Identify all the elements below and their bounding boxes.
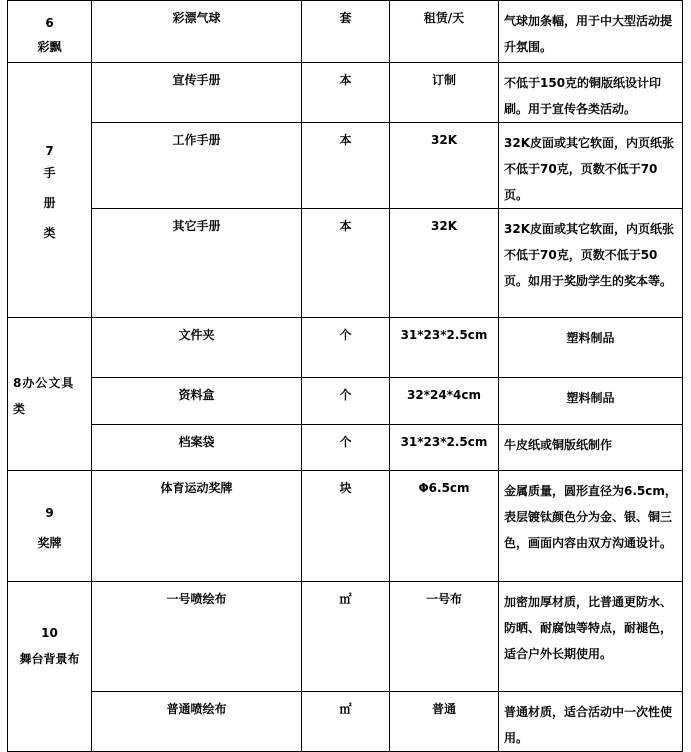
- category-label: 类: [13, 402, 26, 416]
- table-row: [8, 378, 683, 425]
- category-number: 7: [45, 144, 54, 158]
- item-name: 体育运动奖牌: [92, 471, 302, 582]
- spec: 一号布: [390, 582, 499, 692]
- unit: 套: [302, 1, 390, 63]
- category-cell: [8, 1, 92, 63]
- item-name: 工作手册: [92, 123, 302, 209]
- category-number: 9: [45, 506, 54, 520]
- description: 32K皮面或其它软面，内页纸张不低于70克，页数不低于50页。如用于奖励学生的奖本等。: [499, 209, 683, 318]
- spec: 32*24*4cm: [390, 378, 499, 425]
- unit: 个: [302, 318, 390, 378]
- item-name: 档案袋: [92, 425, 302, 471]
- table-row: [8, 1, 683, 63]
- description: 金属质量，圆形直径为6.5cm，表层镀钛颜色分为金、银、铜三色，画面内容由双方沟通设计。: [499, 471, 683, 582]
- category-number: 10: [41, 626, 58, 640]
- description: 32K皮面或其它软面，内页纸张不低于70克，页数不低于70页。: [499, 123, 683, 209]
- product-spec-table: [7, 0, 683, 752]
- spec: 31*23*2.5cm: [390, 318, 499, 378]
- description: 塑料制品: [499, 318, 683, 378]
- category-cell: [8, 318, 92, 471]
- unit: ㎡: [302, 692, 390, 752]
- spec: 32K: [390, 123, 499, 209]
- unit: 个: [302, 378, 390, 425]
- unit: ㎡: [302, 582, 390, 692]
- category-cell: [8, 582, 92, 752]
- description: 牛皮纸或铜版纸制作: [499, 425, 683, 471]
- category-char: 册: [43, 196, 56, 210]
- description: 塑料制品: [499, 378, 683, 425]
- unit: 个: [302, 425, 390, 471]
- item-name: 普通喷绘布: [92, 692, 302, 752]
- table-row: [8, 318, 683, 378]
- item-name: 资料盒: [92, 378, 302, 425]
- category-label: 8办公文具: [13, 376, 75, 390]
- item-name: 彩漂气球: [92, 1, 302, 63]
- category-cell: [8, 471, 92, 582]
- spec: 31*23*2.5cm: [390, 425, 499, 471]
- table-row: [8, 692, 683, 752]
- spec: 32K: [390, 209, 499, 318]
- item-name: 其它手册: [92, 209, 302, 318]
- table-row: [8, 209, 683, 318]
- category-char: 手: [43, 166, 56, 180]
- category-cell: [8, 63, 92, 318]
- spec: 租赁/天: [390, 1, 499, 63]
- spec: 订制: [390, 63, 499, 123]
- unit: 本: [302, 209, 390, 318]
- table-row: [8, 582, 683, 692]
- description: 普通材质，适合活动中一次性使用。: [499, 692, 683, 752]
- category-name: 舞台背景布: [19, 652, 80, 666]
- item-name: 文件夹: [92, 318, 302, 378]
- category-name: 彩飘: [37, 40, 62, 54]
- unit: 本: [302, 63, 390, 123]
- spec: 普通: [390, 692, 499, 752]
- category-name: 奖牌: [37, 536, 62, 550]
- category-char: 类: [43, 226, 56, 240]
- category-number: 6: [45, 16, 54, 30]
- table-row: [8, 471, 683, 582]
- table-row: [8, 123, 683, 209]
- unit: 本: [302, 123, 390, 209]
- table-row: [8, 425, 683, 471]
- description: 不低于150克的铜版纸设计印刷。用于宣传各类活动。: [499, 63, 683, 123]
- table-row: [8, 63, 683, 123]
- item-name: 宣传手册: [92, 63, 302, 123]
- description: 加密加厚材质，比普通更防水、防晒、耐腐蚀等特点，耐褪色，适合户外长期使用。: [499, 582, 683, 692]
- item-name: 一号喷绘布: [92, 582, 302, 692]
- unit: 块: [302, 471, 390, 582]
- spec: Φ6.5cm: [390, 471, 499, 582]
- description: 气球加条幅，用于中大型活动提升氛围。: [499, 1, 683, 63]
